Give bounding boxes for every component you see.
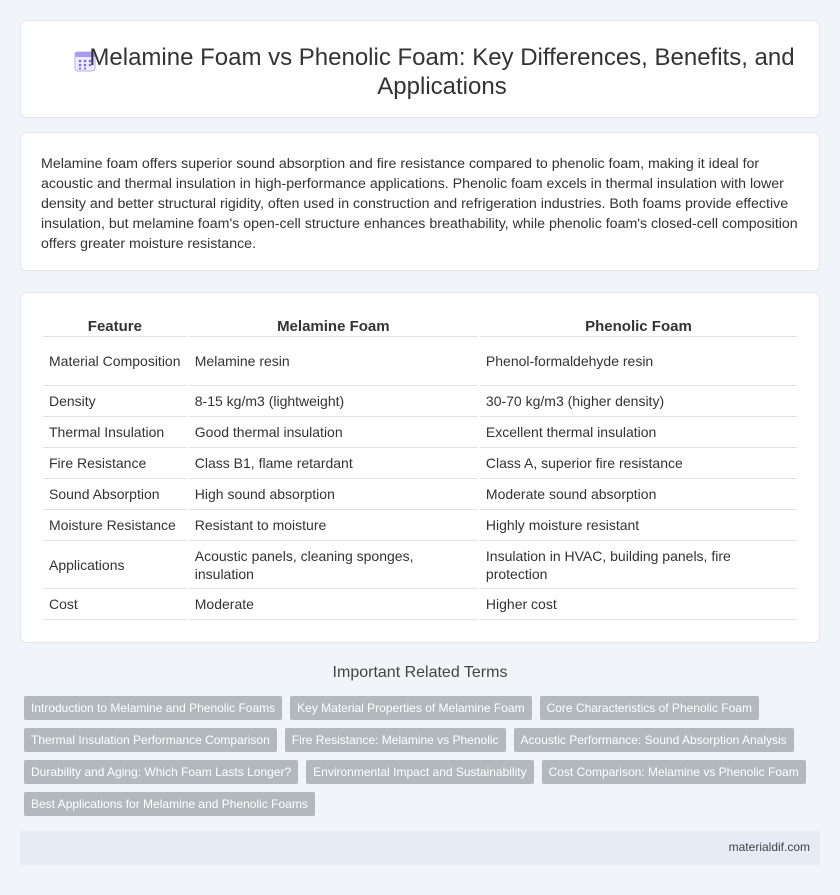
related-term-tag[interactable]: Acoustic Performance: Sound Absorption Analysis	[514, 728, 794, 752]
melamine-cell: Moderate	[189, 589, 478, 620]
header-phenolic: Phenolic Foam	[480, 315, 797, 337]
feature-cell: Sound Absorption	[43, 479, 187, 510]
phenolic-cell: Highly moisture resistant	[480, 510, 797, 541]
related-terms-list	[24, 696, 814, 816]
phenolic-cell: Excellent thermal insulation	[480, 417, 797, 448]
header-melamine: Melamine Foam	[189, 315, 478, 337]
phenolic-cell: Insulation in HVAC, building panels, fire protection	[480, 541, 797, 589]
melamine-cell: High sound absorption	[189, 479, 478, 510]
phenolic-cell: Higher cost	[480, 589, 797, 620]
phenolic-cell: Class A, superior fire resistance	[480, 448, 797, 479]
related-term-tag[interactable]: Durability and Aging: Which Foam Lasts Longer?	[24, 760, 298, 784]
related-terms-title: Important Related Terms	[332, 664, 508, 681]
table-row	[43, 386, 797, 417]
comparison-card	[20, 292, 820, 643]
header-card	[20, 20, 820, 118]
melamine-cell: Resistant to moisture	[189, 510, 478, 541]
table-row	[43, 479, 797, 510]
related-term-tag[interactable]: Core Characteristics of Phenolic Foam	[540, 696, 759, 720]
table-row	[43, 337, 797, 386]
related-term-tag[interactable]: Introduction to Melamine and Phenolic Foams	[24, 696, 282, 720]
intro-paragraph: Melamine foam offers superior sound absorption and fire resistance compared to phenolic foam, making it ideal for acoustic and thermal insulation in high-performance applications. Phenolic foam excels in thermal insulation with lower density and better structural rigidity, often used in construction and refrigeration industries. Both foams provide effective insulation, but melamine foam's open-cell structure enhances breathability, while phenolic foam's closed-cell composition offers greater moisture resistance.	[41, 156, 798, 252]
feature-cell: Cost	[43, 589, 187, 620]
feature-cell: Material Composition	[43, 337, 187, 386]
footer-site-link[interactable]: materialdif.com	[728, 840, 810, 854]
feature-cell: Density	[43, 386, 187, 417]
header-feature: Feature	[43, 315, 187, 337]
melamine-cell: Acoustic panels, cleaning sponges, insulation	[189, 541, 478, 589]
feature-cell: Applications	[43, 541, 187, 589]
related-term-tag[interactable]: Key Material Properties of Melamine Foam	[290, 696, 531, 720]
melamine-cell: Good thermal insulation	[189, 417, 478, 448]
feature-cell: Moisture Resistance	[43, 510, 187, 541]
related-term-tag[interactable]: Cost Comparison: Melamine vs Phenolic Foam	[542, 760, 806, 784]
intro-card	[20, 132, 820, 271]
phenolic-cell: Phenol-formaldehyde resin	[480, 337, 797, 386]
table-row	[43, 510, 797, 541]
table-row	[43, 417, 797, 448]
feature-cell: Thermal Insulation	[43, 417, 187, 448]
related-term-tag[interactable]: Fire Resistance: Melamine vs Phenolic	[285, 728, 506, 752]
phenolic-cell: Moderate sound absorption	[480, 479, 797, 510]
feature-cell: Fire Resistance	[43, 448, 187, 479]
related-term-tag[interactable]: Thermal Insulation Performance Comparison	[24, 728, 277, 752]
melamine-cell: Melamine resin	[189, 337, 478, 386]
table-header-row	[43, 315, 797, 337]
footer	[20, 831, 820, 865]
related-term-tag[interactable]: Environmental Impact and Sustainability	[306, 760, 533, 784]
phenolic-cell: 30-70 kg/m3 (higher density)	[480, 386, 797, 417]
comparison-table	[41, 315, 799, 620]
melamine-cell: 8-15 kg/m3 (lightweight)	[189, 386, 478, 417]
related-term-tag[interactable]: Best Applications for Melamine and Phenolic Foams	[24, 792, 315, 816]
table-row	[43, 541, 797, 589]
table-row	[43, 589, 797, 620]
page-title: Melamine Foam vs Phenolic Foam: Key Differences, Benefits, and Applications	[89, 44, 795, 100]
table-row	[43, 448, 797, 479]
melamine-cell: Class B1, flame retardant	[189, 448, 478, 479]
